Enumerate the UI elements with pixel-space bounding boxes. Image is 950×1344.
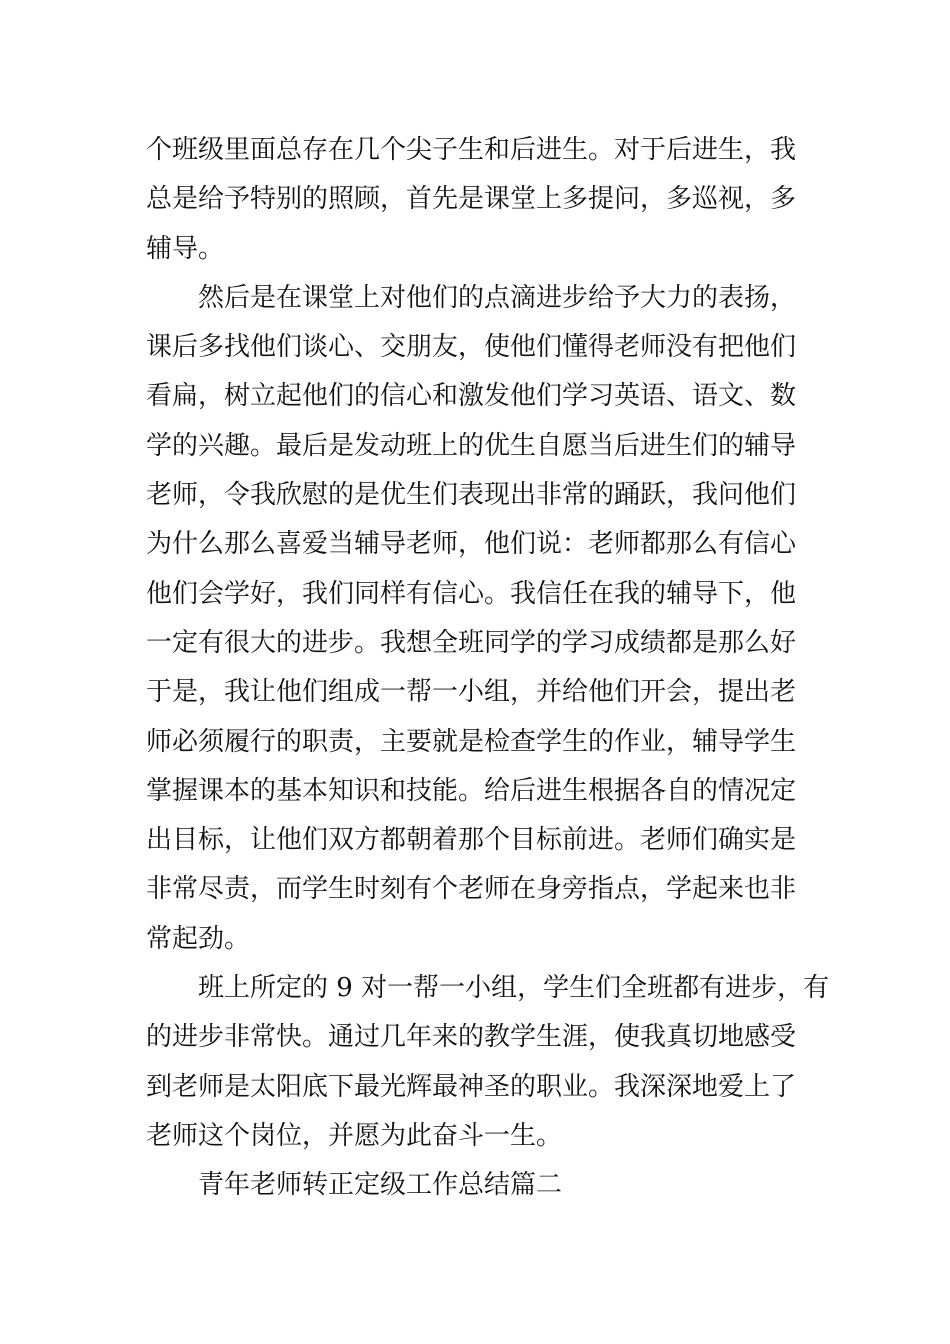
text-line: 于是，我让他们组成一帮一小组，并给他们开会，提出老 (146, 677, 797, 708)
text-line: 课后多找他们谈心、交朋友，使他们懂得老师没有把他们 (146, 332, 797, 363)
text-line: 辅导。 (146, 233, 225, 264)
text-line: 一定有很大的进步。我想全班同学的学习成绩都是那么好 (146, 627, 797, 658)
text-line: 常起劲。 (146, 923, 251, 954)
paragraph-start-line: 班上所定的 9 对一帮一小组，学生们全班都有进步，有 (198, 973, 830, 1004)
text-line: 非常尽责，而学生时刻有个老师在身旁指点，学起来也非 (146, 874, 797, 905)
document-body (146, 126, 830, 1211)
section-heading: 青年老师转正定级工作总结篇二 (198, 1170, 563, 1201)
text-line: 老师，令我欣慰的是优生们表现出非常的踊跃，我问他们 (146, 480, 797, 511)
text-line: 师必须履行的职责，主要就是检查学生的作业，辅导学生 (146, 726, 797, 757)
text-line: 出目标，让他们双方都朝着那个目标前进。老师们确实是 (146, 825, 797, 856)
text-line: 个班级里面总存在几个尖子生和后进生。对于后进生，我 (146, 135, 797, 165)
text-line: 总是给予特别的照顾，首先是课堂上多提问，多巡视，多 (146, 184, 797, 215)
text-line: 老师这个岗位，并愿为此奋斗一生。 (146, 1120, 563, 1151)
text-line: 到老师是太阳底下最光辉最神圣的职业。我深深地爱上了 (146, 1071, 797, 1102)
text-line: 看扁，树立起他们的信心和激发他们学习英语、语文、数 (146, 381, 797, 412)
text-line: 掌握课本的基本知识和技能。给后进生根据各自的情况定 (146, 775, 797, 806)
text-line: 他们会学好，我们同样有信心。我信任在我的辅导下，他 (146, 578, 797, 609)
text-line: 为什么那么喜爱当辅导老师，他们说：老师都那么有信心 (146, 529, 797, 560)
text-line: 的进步非常快。通过几年来的教学生涯，使我真切地感受 (146, 1022, 797, 1053)
text-line: 学的兴趣。最后是发动班上的优生自愿当后进生们的辅导 (146, 430, 797, 461)
paragraph-start-line: 然后是在课堂上对他们的点滴进步给予大力的表扬， (198, 282, 797, 313)
